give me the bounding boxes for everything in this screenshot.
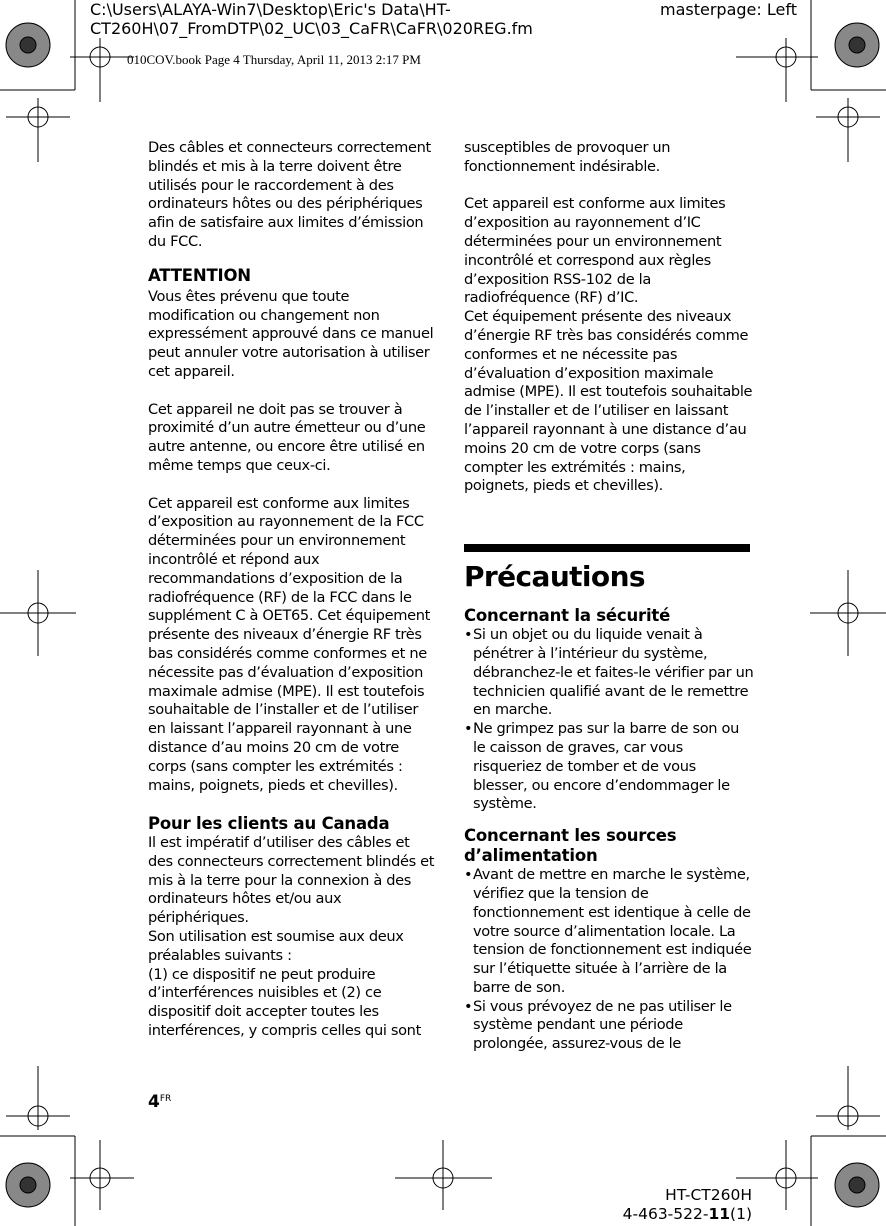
page-number: $4^{FR}$ bbox=[148, 1092, 172, 1112]
model-name: HT-CT260H bbox=[665, 1186, 752, 1204]
left-column bbox=[148, 139, 438, 1041]
file-path-header bbox=[90, 0, 533, 38]
paragraph-rf-levels: Cet équipement présente des niveaux d’énergie RF très bas considérés comme conformes et ne nécessite pas d’évaluation d’exposition maximale admise (MPE). Il est toutefois souhaitable de l’installer et de l’utiliser en laissant l’appareil rayonnant à une distance d’au moins 20 cm de votre corps (sans compter les extrémités : mains, poignets, pieds et chevilles). bbox=[464, 308, 753, 495]
bullet-icon: • bbox=[464, 866, 473, 884]
paragraph-interference: (1) ce dispositif ne peut produire d’interférences nuisibles et (2) ce dispositif doit accepter toutes les interférences, y compris celles qui sont bbox=[148, 965, 421, 1040]
list-item: • Avant de mettre en marche le système, vérifiez que la tension de fonctionnement est identique à celle de votre source d’alimentation locale. La tension de fonctionnement est indiquée sur l’étiquette située à l’arrière de la barre de son. bbox=[464, 866, 752, 996]
safety-list bbox=[464, 626, 754, 814]
heading-safety: Concernant la sécurité bbox=[464, 606, 671, 626]
masterpage-label: masterpage: Left bbox=[660, 0, 797, 19]
heading-power-line-2: d’alimentation bbox=[464, 846, 598, 866]
bullet-icon: • bbox=[464, 626, 473, 644]
bullet-icon: • bbox=[464, 720, 473, 738]
section-rule bbox=[464, 544, 750, 552]
file-path-line-2: CT260H\07_FromDTP\02_UC\03_CaFR\CaFR\020REG.fm bbox=[90, 19, 533, 38]
paragraph-fcc-exposure: Cet appareil est conforme aux limites d’exposition au rayonnement de la FCC déterminées pour un environnement incontrôlé et répond aux recommandations d’exposition de la radiofréquence (RF) de la FCC dans le supplément C à OET65. Cet équipement présente des niveaux d’énergie RF très bas considérés comme conformes et ne nécessite pas d’évaluation d’exposition maximale admise (MPE). Il est toutefois souhaitable de l’installer et de l’utiliser en laissant l’appareil rayonnant à une distance d’au moins 20 cm de votre corps (sans compter les extrémités : mains, poignets, pieds et chevilles). bbox=[148, 494, 430, 794]
book-info: 010COV.book Page 4 Thursday, April 11, 2013 2:17 PM bbox=[127, 52, 421, 67]
power-list bbox=[464, 866, 754, 1054]
document-code: 4-463-522-11(1) bbox=[622, 1205, 752, 1223]
model-info bbox=[620, 1186, 752, 1224]
heading-attention: ATTENTION bbox=[148, 265, 251, 285]
heading-power-line-1: Concernant les sources bbox=[464, 826, 677, 846]
paragraph-colocation: Cet appareil ne doit pas se trouver à proximité d’un autre émetteur ou d’une autre antenne, ou encore être utilisé en même temps que ceux-ci. bbox=[148, 400, 426, 474]
paragraph-undesired-operation: susceptibles de provoquer un fonctionnement indésirable. bbox=[464, 139, 671, 175]
list-item: • Si vous prévoyez de ne pas utiliser le système pendant une période prolongée, assurez-vous de le bbox=[464, 997, 732, 1053]
paragraph-conditions: Son utilisation est soumise aux deux préalables suivants : bbox=[148, 928, 404, 964]
heading-canada: Pour les clients au Canada bbox=[148, 814, 390, 834]
section-title-precautions: Précautions bbox=[464, 560, 645, 594]
paragraph-modification-warning: Vous êtes prévenu que toute modification ou changement non expressément approuvé dans ce manuel peut annuler votre autorisation à utiliser cet appareil. bbox=[148, 287, 434, 380]
paragraph-canada-cables: Il est impératif d’utiliser des câbles et des connecteurs correctement blindés et mis à la terre pour la connexion à des ordinateurs hôtes et/ou aux périphériques. bbox=[148, 834, 435, 927]
paragraph-ic-exposure: Cet appareil est conforme aux limites d’exposition au rayonnement d’IC déterminées pour un environnement incontrôlé et correspond aux règles d’exposition RSS-102 de la radiofréquence (RF) d’IC. bbox=[464, 195, 726, 307]
registration-mark-top-left bbox=[6, 98, 70, 162]
page-number-suffix: FR bbox=[159, 1094, 172, 1104]
bullet-icon: • bbox=[464, 997, 473, 1015]
list-item: • Si un objet ou du liquide venait à pénétrer à l’intérieur du système, débranchez-le et faites-le vérifier par un technicien qualifié avant de le remettre en marche. bbox=[464, 626, 754, 719]
paragraph-shielded-cables: Des câbles et connecteurs correctement blindés et mis à la terre doivent être utilisés pour le raccordement à des ordinateurs hôtes ou des périphériques afin de satisfaire aux limites d’émission du FCC. bbox=[148, 139, 431, 250]
right-column bbox=[464, 139, 754, 1054]
file-path-line-1: C:\Users\ALAYA-Win7\Desktop\Eric's Data\HT- bbox=[90, 0, 451, 19]
list-item: • Ne grimpez pas sur la barre de son ou le caisson de graves, car vous risqueriez de tomber et de vous blesser, ou encore d’endommager le système. bbox=[464, 720, 739, 813]
